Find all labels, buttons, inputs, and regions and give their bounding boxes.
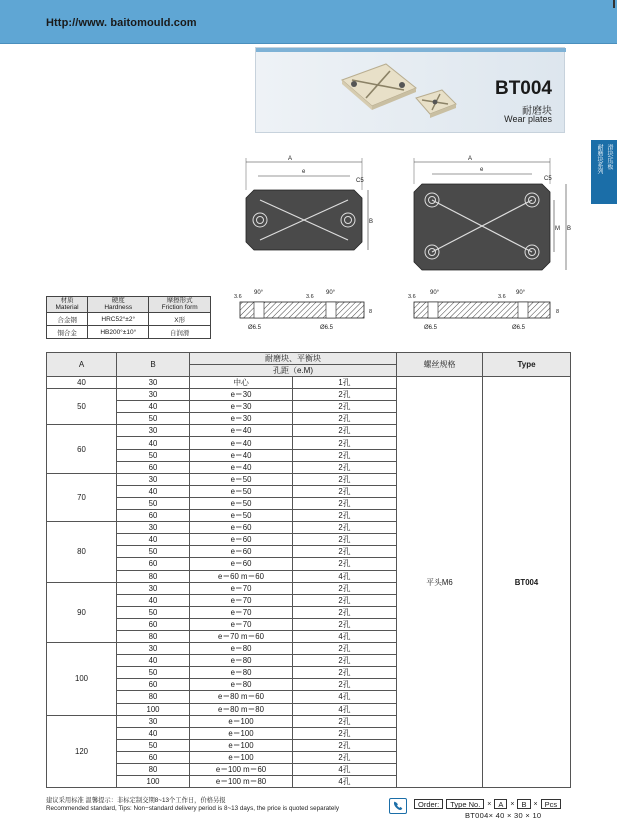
cell-hole-distance: e＝50 bbox=[190, 485, 293, 497]
cell-hole-count: 2孔 bbox=[293, 534, 397, 546]
product-name-cn: 耐磨块 bbox=[522, 106, 552, 117]
col-header-a: A bbox=[47, 353, 117, 377]
cell-b: 100 bbox=[117, 776, 190, 788]
cell-hole-distance: e＝70 bbox=[190, 618, 293, 630]
cell-hole-count: 2孔 bbox=[293, 667, 397, 679]
angle-label: 90° bbox=[516, 290, 526, 296]
cell-a: 50 bbox=[47, 389, 117, 425]
col-header-holes: 孔距（e.M) bbox=[190, 365, 397, 377]
cell-b: 30 bbox=[117, 389, 190, 401]
cell-hole-distance: e＝80 bbox=[190, 679, 293, 691]
order-a: A bbox=[494, 799, 507, 809]
cell-b: 30 bbox=[117, 643, 190, 655]
cell-b: 60 bbox=[117, 679, 190, 691]
cell-b: 40 bbox=[117, 485, 190, 497]
cell-hole-count: 2孔 bbox=[293, 643, 397, 655]
cell-hole-count: 2孔 bbox=[293, 401, 397, 413]
cell-hole-count: 2孔 bbox=[293, 606, 397, 618]
dim-label-a: A bbox=[288, 156, 293, 162]
cell-hole-count: 4孔 bbox=[293, 630, 397, 642]
angle-label: 90° bbox=[430, 290, 440, 296]
cell-b: 30 bbox=[117, 522, 190, 534]
cell-hole-distance: e＝60 m＝60 bbox=[190, 570, 293, 582]
cell-a: 120 bbox=[47, 715, 117, 788]
product-photo-plate-small bbox=[416, 90, 456, 118]
dim-label-b: B bbox=[369, 219, 374, 225]
cell-b: 30 bbox=[117, 715, 190, 727]
footer-note-en: Recommended standard, Tips: Non−standard delivery period is 8~13 days, the price is quoted separately bbox=[46, 805, 339, 812]
cell-screw-spec: 平头M6 bbox=[397, 377, 483, 788]
title-accent-bar bbox=[256, 48, 566, 52]
product-code: BT004 bbox=[494, 78, 552, 99]
cell-hole-distance: e＝100 bbox=[190, 751, 293, 763]
cell-hole-count: 2孔 bbox=[293, 522, 397, 534]
drawing-left-section-view bbox=[232, 284, 382, 334]
order-b: B bbox=[517, 799, 530, 809]
cell-b: 80 bbox=[117, 691, 190, 703]
cell-hole-distance: 中心 bbox=[190, 377, 293, 389]
cell-b: 60 bbox=[117, 618, 190, 630]
angle-label: 90° bbox=[254, 290, 264, 296]
hole-dia-label: Ø6.5 bbox=[320, 325, 334, 331]
cell-hole-distance: e＝80 m＝80 bbox=[190, 703, 293, 715]
cell-b: 80 bbox=[117, 570, 190, 582]
cell-b: 80 bbox=[117, 764, 190, 776]
cell-b: 50 bbox=[117, 667, 190, 679]
cell-hole-distance: e＝70 bbox=[190, 582, 293, 594]
cell-hole-distance: e＝80 bbox=[190, 643, 293, 655]
hardness-header: 硬度 Hardness bbox=[88, 297, 149, 313]
cell-hole-distance: e＝70 m＝60 bbox=[190, 630, 293, 642]
dim-label-c5: C5 bbox=[544, 176, 552, 182]
col-header-b: B bbox=[117, 353, 190, 377]
col-header-type: Type bbox=[483, 353, 571, 377]
cell-hole-distance: e＝70 bbox=[190, 606, 293, 618]
cell-b: 80 bbox=[117, 630, 190, 642]
cell-b: 40 bbox=[117, 401, 190, 413]
cell-hole-distance: e＝30 bbox=[190, 413, 293, 425]
cell-hole-distance: e＝80 bbox=[190, 667, 293, 679]
cell-hole-distance: e＝100 bbox=[190, 739, 293, 751]
corner-mark bbox=[613, 0, 615, 8]
cell-hole-count: 2孔 bbox=[293, 437, 397, 449]
col-header-group: 耐磨块、平衡块 bbox=[190, 353, 397, 365]
title-panel bbox=[255, 47, 565, 133]
side-tab-line1: 滑块/压板 bbox=[606, 144, 612, 170]
cell-hole-distance: e＝30 bbox=[190, 401, 293, 413]
cell-hole-distance: e＝30 bbox=[190, 389, 293, 401]
cell-hole-distance: e＝50 bbox=[190, 473, 293, 485]
cell-hole-distance: e＝40 bbox=[190, 461, 293, 473]
cell-hole-distance: e＝60 bbox=[190, 546, 293, 558]
col-header-screw: 螺丝规格 bbox=[397, 353, 483, 377]
cell-b: 50 bbox=[117, 497, 190, 509]
cell-hole-count: 2孔 bbox=[293, 751, 397, 763]
cell-hole-count: 2孔 bbox=[293, 655, 397, 667]
material-header: 材质 Material bbox=[47, 297, 88, 313]
cell-hole-count: 2孔 bbox=[293, 389, 397, 401]
cell-b: 40 bbox=[117, 437, 190, 449]
cell-b: 50 bbox=[117, 739, 190, 751]
thickness-label: 8 bbox=[556, 309, 560, 315]
cell-hole-distance: e＝100 bbox=[190, 715, 293, 727]
cell-hole-distance: e＝60 bbox=[190, 558, 293, 570]
hole-dia-label: Ø6.5 bbox=[248, 325, 262, 331]
cell-b: 30 bbox=[117, 425, 190, 437]
cell-hole-count: 2孔 bbox=[293, 727, 397, 739]
dim-label-e: e bbox=[480, 167, 484, 173]
depth-label: 3.6 bbox=[234, 294, 242, 300]
times-sign: × bbox=[487, 800, 492, 808]
cell-b: 30 bbox=[117, 377, 190, 389]
cell-type: BT004 bbox=[483, 377, 571, 788]
cell-hole-distance: e＝70 bbox=[190, 594, 293, 606]
cell-hole-count: 4孔 bbox=[293, 570, 397, 582]
cell-a: 60 bbox=[47, 425, 117, 473]
order-type-no: Type No. bbox=[446, 799, 484, 809]
header-bar bbox=[0, 0, 617, 44]
cell-a: 90 bbox=[47, 582, 117, 642]
cell-hole-distance: e＝50 bbox=[190, 510, 293, 522]
drawing-right-section-view bbox=[404, 284, 574, 334]
cell-hole-count: 2孔 bbox=[293, 413, 397, 425]
cell-hole-count: 2孔 bbox=[293, 425, 397, 437]
order-example: BT004× 40 × 30 × 10 bbox=[465, 811, 542, 819]
cell-hole-count: 1孔 bbox=[293, 377, 397, 389]
cell-b: 40 bbox=[117, 594, 190, 606]
dim-label-a: A bbox=[468, 156, 473, 162]
spec-table-body bbox=[47, 377, 571, 788]
cell-b: 60 bbox=[117, 510, 190, 522]
cell-hole-count: 2孔 bbox=[293, 618, 397, 630]
cell-b: 30 bbox=[117, 582, 190, 594]
hole-dia-label: Ø6.5 bbox=[512, 325, 526, 331]
dim-label-c5: C5 bbox=[356, 178, 364, 184]
cell-hole-count: 2孔 bbox=[293, 546, 397, 558]
angle-label: 90° bbox=[326, 290, 336, 296]
cell-hole-count: 2孔 bbox=[293, 461, 397, 473]
cell-b: 50 bbox=[117, 413, 190, 425]
cell-hole-distance: e＝40 bbox=[190, 425, 293, 437]
cell-hole-count: 4孔 bbox=[293, 764, 397, 776]
category-side-tab[interactable] bbox=[591, 140, 617, 204]
phone-icon[interactable] bbox=[389, 798, 407, 814]
cell-hole-distance: e＝100 m＝60 bbox=[190, 764, 293, 776]
footer-note-cn: 建议采用标准 温馨提示：非标定制交期8~13个工作日，价格另报 bbox=[46, 797, 226, 804]
cell-hole-count: 2孔 bbox=[293, 510, 397, 522]
cell-hole-distance: e＝40 bbox=[190, 449, 293, 461]
cell-hole-distance: e＝60 bbox=[190, 522, 293, 534]
cell-b: 60 bbox=[117, 558, 190, 570]
depth-label: 3.6 bbox=[306, 294, 314, 300]
cell-hole-count: 2孔 bbox=[293, 497, 397, 509]
cell-b: 30 bbox=[117, 473, 190, 485]
cell-b: 60 bbox=[117, 461, 190, 473]
material-row: 合金钢 HRC52°±2° X形 bbox=[47, 313, 211, 326]
website-url[interactable]: Http://www. baitomould.com bbox=[46, 17, 197, 29]
table-row bbox=[47, 377, 571, 389]
spec-table bbox=[46, 352, 571, 788]
times-sign: × bbox=[533, 800, 538, 808]
cell-hole-distance: e＝100 m＝80 bbox=[190, 776, 293, 788]
friction-header: 摩擦形式 Friction form bbox=[149, 297, 211, 313]
times-sign: × bbox=[510, 800, 515, 808]
cell-hole-count: 4孔 bbox=[293, 776, 397, 788]
cell-hole-count: 2孔 bbox=[293, 679, 397, 691]
cell-hole-distance: e＝60 bbox=[190, 534, 293, 546]
order-pcs: Pcs bbox=[541, 799, 562, 809]
cell-a: 40 bbox=[47, 377, 117, 389]
thickness-label: 8 bbox=[369, 309, 373, 315]
cell-b: 60 bbox=[117, 751, 190, 763]
product-photo bbox=[324, 54, 474, 128]
order-format bbox=[414, 799, 561, 809]
cell-b: 50 bbox=[117, 449, 190, 461]
cell-hole-count: 2孔 bbox=[293, 594, 397, 606]
product-name-en: Wear plates bbox=[504, 114, 552, 124]
cell-a: 70 bbox=[47, 473, 117, 521]
order-label: Order: bbox=[414, 799, 443, 809]
cell-hole-count: 2孔 bbox=[293, 485, 397, 497]
cell-hole-distance: e＝80 m＝60 bbox=[190, 691, 293, 703]
dim-label-e: e bbox=[302, 169, 306, 175]
cell-hole-count: 4孔 bbox=[293, 691, 397, 703]
drawing-left-top-view bbox=[236, 150, 376, 270]
cell-hole-count: 4孔 bbox=[293, 703, 397, 715]
cell-b: 100 bbox=[117, 703, 190, 715]
cell-b: 50 bbox=[117, 606, 190, 618]
cell-hole-count: 2孔 bbox=[293, 449, 397, 461]
hole-dia-label: Ø6.5 bbox=[424, 325, 438, 331]
cell-hole-count: 2孔 bbox=[293, 739, 397, 751]
cell-b: 40 bbox=[117, 655, 190, 667]
cell-a: 80 bbox=[47, 522, 117, 582]
product-photo-plate-large bbox=[342, 64, 416, 110]
depth-label: 3.6 bbox=[498, 294, 506, 300]
cell-hole-count: 2孔 bbox=[293, 582, 397, 594]
dim-label-m: M bbox=[555, 226, 560, 232]
cell-hole-count: 2孔 bbox=[293, 473, 397, 485]
cell-hole-count: 2孔 bbox=[293, 715, 397, 727]
cell-hole-distance: e＝80 bbox=[190, 655, 293, 667]
cell-a: 100 bbox=[47, 643, 117, 716]
footer-note bbox=[46, 797, 339, 813]
cell-b: 40 bbox=[117, 727, 190, 739]
drawing-right-top-view bbox=[404, 150, 576, 280]
cell-hole-count: 2孔 bbox=[293, 558, 397, 570]
cell-hole-distance: e＝50 bbox=[190, 497, 293, 509]
cell-b: 40 bbox=[117, 534, 190, 546]
cell-b: 50 bbox=[117, 546, 190, 558]
material-row: 铜合金 HB200°±10° 自润滑 bbox=[47, 326, 211, 339]
dim-label-b: B bbox=[567, 226, 572, 232]
material-table bbox=[46, 296, 211, 339]
cell-hole-distance: e＝100 bbox=[190, 727, 293, 739]
depth-label: 3.6 bbox=[408, 294, 416, 300]
cell-hole-distance: e＝40 bbox=[190, 437, 293, 449]
side-tab-line2: 耐磨块系列 bbox=[596, 144, 602, 174]
